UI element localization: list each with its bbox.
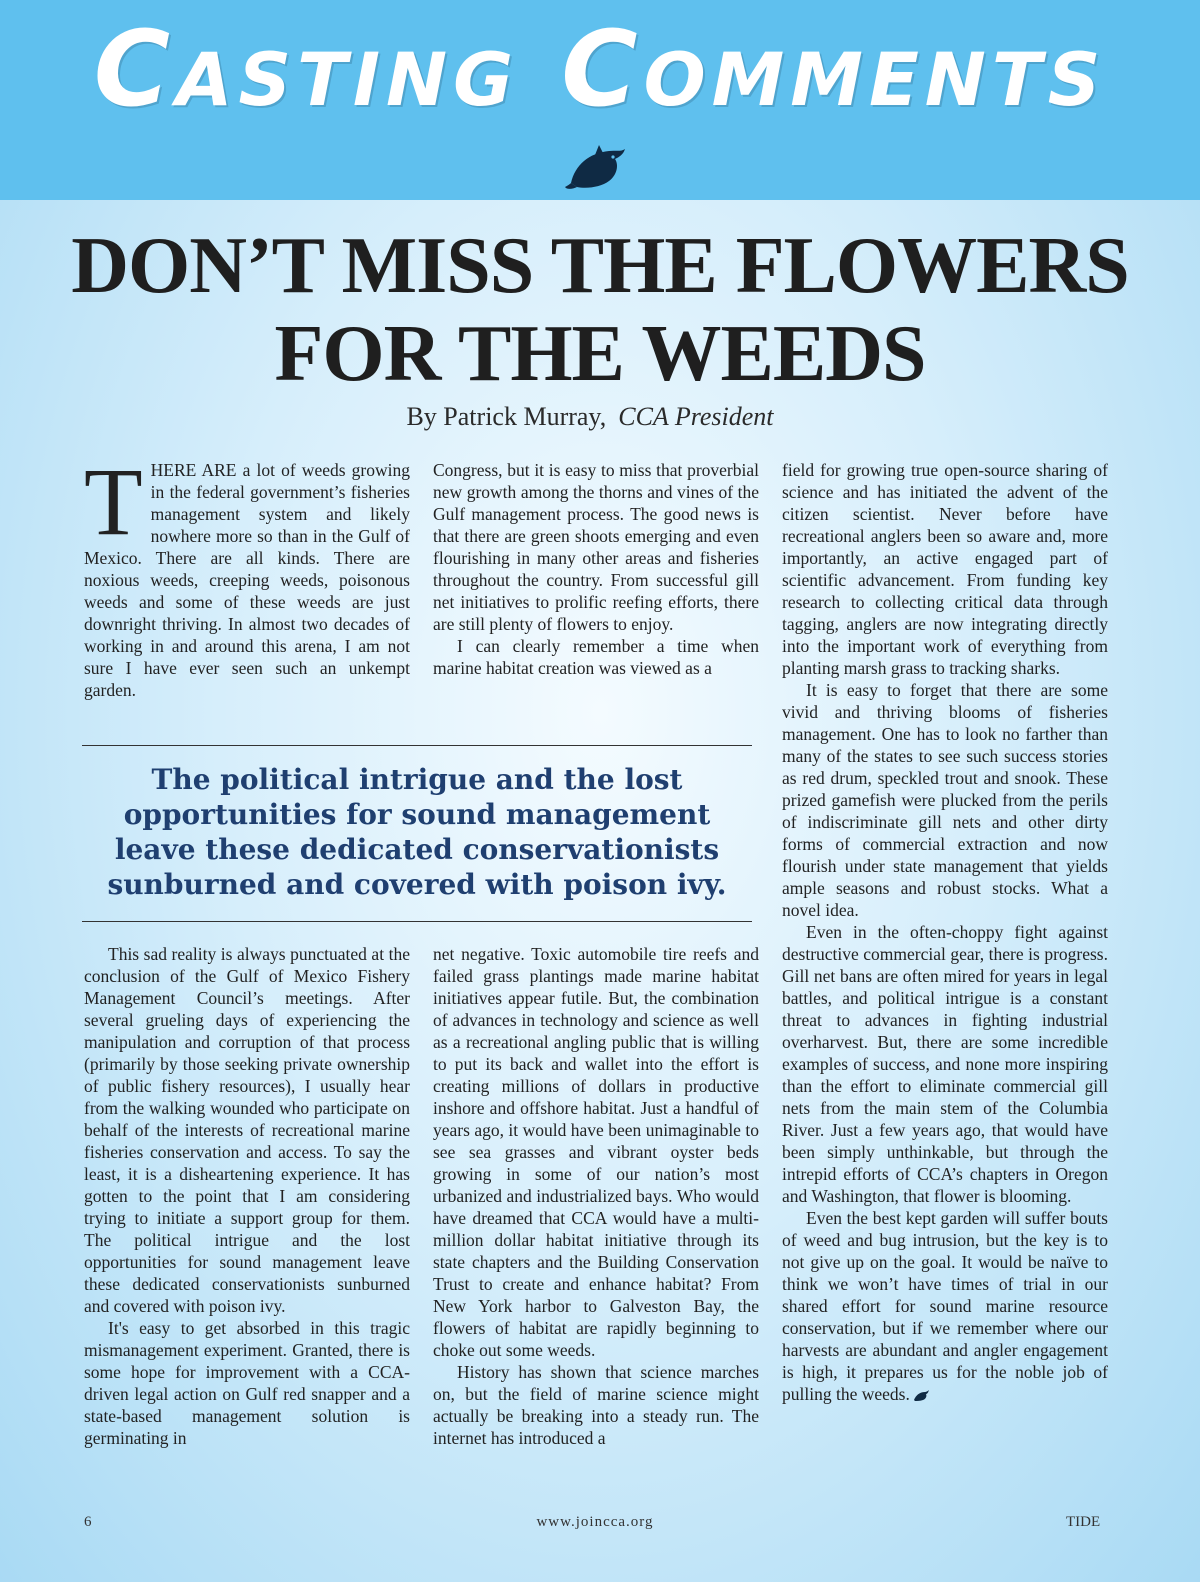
headline-line-1: DON’T MISS THE FLOWERS (71, 222, 1129, 310)
masthead-banner (0, 0, 1200, 200)
column-1-top (84, 448, 410, 701)
magazine-name: TIDE (1066, 1514, 1101, 1530)
column-2-top (433, 459, 759, 679)
paragraph (782, 1207, 1108, 1405)
column-1-bottom (84, 943, 410, 1449)
paragraph: Congress, but it is easy to miss that proverbial new growth among the thorns and vines of the Gulf management process. The good news is that there are green shoots emerging and even flourishing in many other areas and fisheries throughout the country. From successful gill net initiatives to prolific reefing efforts, there are still plenty of flowers to enjoy. (433, 460, 759, 634)
section-title: Casting Comments (93, 8, 1107, 130)
paragraph: field for growing true open-source sharing of science and has initiated the advent of the citizen scientist. Never before have recreational anglers been so aware and, more importantly, an active engaged part of scientific advancement. From funding key research to collecting critical data through tagging, anglers are now integrating directly into the important work of everything from planting marsh grass to tracking sharks. (782, 460, 1108, 678)
paragraph: net negative. Toxic automobile tire reefs and failed grass plantings made marine habitat initiatives appear futile. But, the combination of advances in technology and science as well as a recreational angling public that is willing to put its back and wallet into the effort is creating millions of dollars in productive inshore and offshore habitat. Just a handful of years ago, it would have been unimaginable to see sea grasses and vibrant oyster beds growing in some of our nation’s most urbanized and industrialized bays. Who would have dreamed that CCA would have a multi-million dollar habitat initiative through its state chapters and the Building Conservation Trust to create and enhance habitat? From New York harbor to Galveston Bay, the flowers of habitat are rapidly beginning to choke out some weeds. (433, 944, 759, 1360)
pull-quote-rule-bottom (82, 921, 752, 922)
footer-website: www.joincca.org (536, 1514, 654, 1530)
paragraph: Even in the often-choppy fight against destructive commercial gear, there is progress. Gill net bans are often mired for years in legal battles, and political intrigue is a constant threat to advances in fighting industrial overharvest. But, there are some incredible examples of success, and none more inspiring than the effort to eliminate commercial gill nets from the main stem of the Columbia River. Just a few years ago, that would have been simply unthinkable, but through the intrepid efforts of CCA’s chapters in Oregon and Washington, that flower is blooming. (782, 922, 1108, 1206)
fish-logo-icon (565, 143, 627, 191)
opening-paragraph (84, 448, 410, 701)
author-role: CCA President (618, 402, 774, 431)
column-2-bottom (433, 943, 759, 1449)
pull-quote: The political intrigue and the lost opportunities for sound management leave these dedicated conservationists sunburned and covered with poison ivy. (107, 763, 727, 901)
paragraph: History has shown that science marches on, but the field of marine science might actually be breaking into a steady run. The internet has introduced a (433, 1362, 759, 1448)
closing-text: Even the best kept garden will suffer bouts of weed and bug intrusion, but the key is to not give up on the goal. It would be naïve to think we won’t have times of trial in our shared effort for sound marine resource conservation, but if we remember where our harvests are abundant and angler engagement is high, it prepares us for the noble job of pulling the weeds. (782, 1208, 1108, 1404)
paragraph: It's easy to get absorbed in this tragic mismanagement experiment. Granted, there is some hope for improvement with a CCA-driven legal action on Gulf red snapper and a state-based management solution is germinating in (84, 1318, 410, 1448)
pull-quote-rule-top (82, 745, 752, 746)
author-name: By Patrick Murray, (406, 402, 607, 431)
paragraph: I can clearly remember a time when marine habitat creation was viewed as a (433, 636, 759, 678)
drop-cap: T (84, 448, 143, 555)
end-mark-fish-icon (913, 1390, 929, 1402)
byline (0, 402, 1180, 432)
paragraph: It is easy to forget that there are some vivid and thriving blooms of fisheries management. One has to look no farther than many of the states to see such success stories as red drum, speckled trout and snook. These prized gamefish were plucked from the perils of indiscriminate gill nets and other dirty forms of commercial extraction and now flourish under state management that yields ample seasons and robust stocks. What a novel idea. (782, 680, 1108, 920)
paragraph: This sad reality is always punctuated at the conclusion of the Gulf of Mexico Fishery Management Council’s meetings. After several grueling days of experiencing the manipulation and corruption of that process (primarily by those seeking private ownership of public fishery resources), I usually hear from the walking wounded who participate on behalf of the interests of recreational marine fisheries conservation and access. To say the least, it is a disheartening experience. It has gotten to the point that I am considering trying to initiate a support group for them. The political intrigue and the lost opportunities for sound management leave these dedicated conservationists sunburned and covered with poison ivy. (84, 944, 410, 1316)
headline-line-2: FOR THE WEEDS (274, 310, 926, 398)
article-headline (40, 222, 1160, 398)
opening-text: HERE ARE a lot of weeds growing in the federal government’s fisheries management system and likely nowhere more so than in the Gulf of Mexico. There are all kinds. There are noxious weeds, creeping weeds, poisonous weeds and some of these weeds are just downright thriving. In almost two decades of working in and around this arena, I am not sure I have ever seen such an unkempt garden. (84, 460, 410, 700)
column-3 (782, 459, 1108, 1405)
page-number: 6 (84, 1514, 92, 1530)
